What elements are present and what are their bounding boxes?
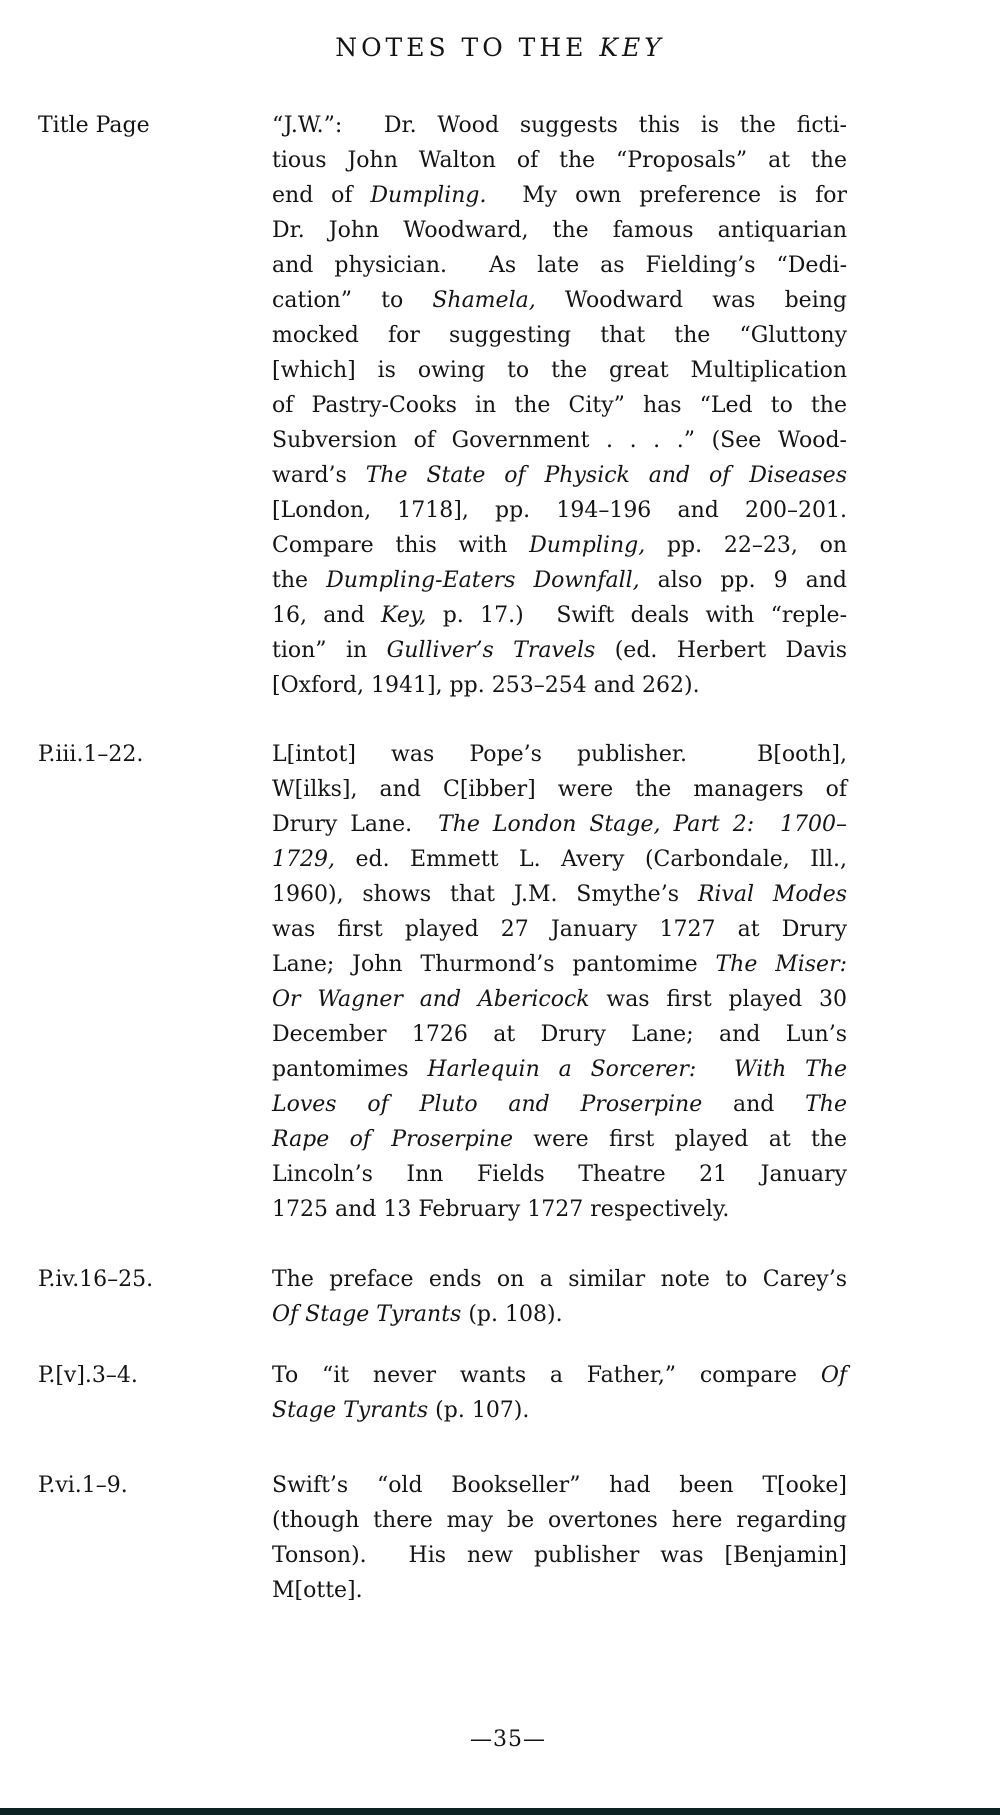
note-line: “J.W.”: Dr. Wood suggests this is the ficti-: [272, 113, 847, 138]
note-text: [272, 1358, 847, 1428]
note-text: [272, 1262, 847, 1332]
note-line: The preface ends on a similar note to Carey’s: [272, 1267, 847, 1292]
note-line: [Oxford, 1941], pp. 253–254 and 262).: [272, 673, 700, 698]
note-text: [272, 108, 847, 703]
note-line: the Dumpling-Eaters Downfall, also pp. 9 and: [272, 568, 847, 593]
note-line: December 1726 at Drury Lane; and Lun’s: [272, 1022, 847, 1047]
note-entry: [0, 1262, 1000, 1332]
note-line: Lincoln’s Inn Fields Theatre 21 January: [272, 1162, 847, 1187]
note-line: Compare this with Dumpling, pp. 22–23, on: [272, 533, 847, 558]
note-line: Subversion of Government . . . .” (See Wood-: [272, 428, 847, 453]
note-entry: [0, 1468, 1000, 1608]
note-ref: P.[v].3–4.: [38, 1363, 138, 1388]
note-line: Stage Tyrants (p. 107).: [272, 1398, 530, 1423]
note-line: tious John Walton of the “Proposals” at the: [272, 148, 847, 173]
note-text: [272, 737, 847, 1227]
note-line: 1729, ed. Emmett L. Avery (Carbondale, Ill.,: [272, 847, 847, 872]
note-line: [London, 1718], pp. 194–196 and 200–201.: [272, 498, 847, 523]
note-ref: P.vi.1–9.: [38, 1473, 128, 1498]
note-line: L[intot] was Pope’s publisher. B[ooth],: [272, 742, 847, 767]
note-line: Loves of Pluto and Proserpine and The: [272, 1092, 847, 1117]
note-ref: P.iv.16–25.: [38, 1267, 154, 1292]
note-line: Or Wagner and Abericock was first played 30: [272, 987, 847, 1012]
note-line: 1725 and 13 February 1727 respectively.: [272, 1197, 730, 1222]
note-line: M[otte].: [272, 1578, 363, 1603]
note-line: end of Dumpling. My own preference is for: [272, 183, 848, 208]
note-line: To “it never wants a Father,” compare Of: [272, 1363, 847, 1388]
note-line: Swift’s “old Bookseller” had been T[ooke]: [272, 1473, 847, 1498]
note-line: Dr. John Woodward, the famous antiquarian: [272, 218, 847, 243]
note-ref: P.iii.1–22.: [38, 742, 144, 767]
note-line: cation” to Shamela, Woodward was being: [272, 288, 847, 313]
note-line: and physician. As late as Fielding’s “Dedi-: [272, 253, 847, 278]
note-line: was first played 27 January 1727 at Drury: [272, 917, 847, 942]
scan-edge-artifact: [0, 1808, 1000, 1815]
note-line: 16, and Key, p. 17.) Swift deals with “reple-: [272, 603, 847, 628]
note-line: 1960), shows that J.M. Smythe’s Rival Modes: [272, 882, 848, 907]
note-entry: [0, 108, 1000, 703]
note-line: pantomimes Harlequin a Sorcerer: With The: [272, 1057, 848, 1082]
note-line: [which] is owing to the great Multiplication: [272, 358, 847, 383]
note-line: Tonson). His new publisher was [Benjamin]: [272, 1543, 847, 1568]
note-line: Rape of Proserpine were first played at the: [272, 1127, 847, 1152]
note-line: ward’s The State of Physick and of Diseases: [272, 463, 847, 488]
note-line: Lane; John Thurmond’s pantomime The Miser:: [272, 952, 848, 977]
page-title: NOTES TO THE KEY: [335, 33, 665, 62]
note-line: of Pastry-Cooks in the City” has “Led to the: [272, 393, 847, 418]
note-line: W[ilks], and C[ibber] were the managers of: [272, 777, 847, 802]
note-entry: [0, 1358, 1000, 1428]
note-line: tion” in Gulliver’s Travels (ed. Herbert Davis: [272, 638, 847, 663]
note-line: mocked for suggesting that the “Gluttony: [272, 323, 847, 348]
note-line: (though there may be overtones here regarding: [272, 1508, 847, 1533]
note-line: Drury Lane. The London Stage, Part 2: 1700–: [272, 812, 848, 837]
note-entry: [0, 737, 1000, 1227]
notes-list: [0, 108, 1000, 1608]
note-text: [272, 1468, 847, 1608]
note-line: Of Stage Tyrants (p. 108).: [272, 1302, 563, 1327]
note-ref: Title Page: [38, 113, 150, 138]
page-number: —35—: [470, 1727, 546, 1752]
